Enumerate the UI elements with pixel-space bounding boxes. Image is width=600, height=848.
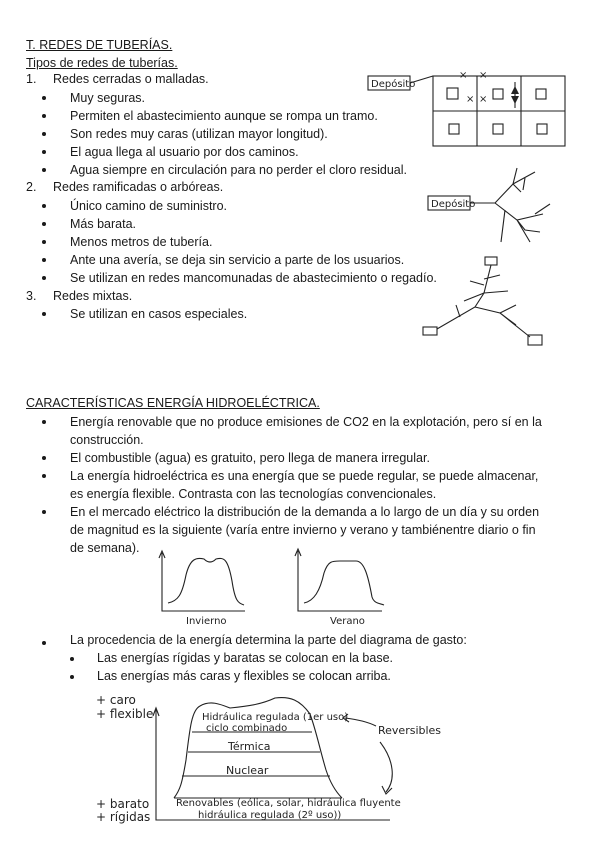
summer-label: Verano [330, 616, 365, 627]
list-item: Más barata. [70, 217, 137, 231]
section-title: T. REDES DE TUBERÍAS. [26, 38, 173, 52]
type-number: 1. [26, 72, 37, 86]
top-left-label: + caro [96, 693, 136, 707]
bullet-dot [42, 641, 46, 645]
deposit-label: Depósito [371, 79, 416, 90]
type-name: Redes mixtas. [53, 289, 133, 303]
list-item: Menos metros de tubería. [70, 235, 213, 249]
meshed-network-sketch [365, 68, 575, 153]
reversibles-label: Reversibles [378, 724, 442, 737]
bullet-dot [42, 240, 46, 244]
type-name: Redes cerradas o malladas. [53, 72, 209, 86]
layer-label: Térmica [228, 740, 271, 753]
sub-list-item: Las energías más caras y flexibles se colocan arriba. [97, 669, 391, 683]
section-subtitle: Tipos de redes de tuberías. [26, 56, 178, 70]
mixed-network-sketch [420, 255, 550, 350]
winter-label: Invierno [186, 616, 227, 627]
deposit-label: Depósito [431, 199, 476, 210]
list-item: En el mercado eléctrico la distribución de la demanda a lo largo de un día y su orden [70, 505, 540, 519]
list-item: Se utilizan en redes mancomunadas de abastecimiento o regadío. [70, 271, 437, 285]
list-item: Energía renovable que no produce emisiones de CO2 en la explotación, pero sí en la [70, 415, 542, 429]
list-item-continuation: de semana). [70, 541, 140, 555]
list-item-continuation: es energía flexible. Contrasta con las tecnologías convencionales. [70, 487, 437, 501]
bullet-dot [42, 150, 46, 154]
load-diagram-sketch [90, 690, 440, 830]
bullet-dot [70, 675, 74, 679]
bottom-left-label: + barato [96, 797, 150, 811]
top-left-label: + flexible [96, 707, 154, 721]
list-item: Se utilizan en casos especiales. [70, 307, 248, 321]
layer-label: hidráulica regulada (2º uso)) [198, 810, 342, 821]
bullet-dot [42, 222, 46, 226]
list-item-continuation: de magnitud es la siguiente (varía entre invierno y verano y tambiénentre diario o fin [70, 523, 536, 537]
bullet-dot [42, 456, 46, 460]
bullet-dot [42, 114, 46, 118]
list-item: Ante una avería, se deja sin servicio a parte de los usuarios. [70, 253, 405, 267]
type-name: Redes ramificadas o arbóreas. [53, 180, 224, 194]
svg-text:×: × [479, 94, 488, 105]
list-item: Único camino de suministro. [70, 199, 228, 213]
type-number: 2. [26, 180, 37, 194]
bottom-left-label: + rígidas [96, 810, 151, 824]
list-item: La energía hidroeléctrica es una energía que se puede regular, se puede almacenar, [70, 469, 539, 483]
list-item: Muy seguras. [70, 91, 146, 105]
list-item: Agua siempre en circulación para no perder el cloro residual. [70, 163, 407, 177]
layer-label: ciclo combinado [206, 723, 288, 734]
bullet-dot [70, 657, 74, 661]
bullet-dot [42, 276, 46, 280]
bullet-dot [42, 204, 46, 208]
list-item: Son redes muy caras (utilizan mayor longitud). [70, 127, 328, 141]
list-item: La procedencia de la energía determina la parte del diagrama de gasto: [70, 633, 467, 647]
layer-label: Nuclear [226, 764, 269, 777]
section-title: CARACTERÍSTICAS ENERGÍA HIDROELÉCTRICA. [26, 396, 320, 410]
bullet-dot [42, 132, 46, 136]
list-item: El agua llega al usuario por dos caminos. [70, 145, 299, 159]
type-number: 3. [26, 289, 37, 303]
layer-label: Renovables (eólica, solar, hidráulica fluyente [176, 798, 401, 809]
layer-label: Hidráulica regulada (1er uso) [202, 712, 349, 723]
list-item: El combustible (agua) es gratuito, pero llega de manera irregular. [70, 451, 430, 465]
list-item-continuation: construcción. [70, 433, 144, 447]
demand-curves-sketch [150, 545, 390, 630]
bullet-dot [42, 168, 46, 172]
bullet-dot [42, 474, 46, 478]
branched-network-sketch [425, 162, 565, 247]
svg-text:×: × [466, 94, 475, 105]
bullet-dot [42, 96, 46, 100]
svg-text:×: × [459, 70, 468, 81]
sub-list-item: Las energías rígidas y baratas se colocan en la base. [97, 651, 394, 665]
bullet-dot [42, 510, 46, 514]
list-item: Permiten el abastecimiento aunque se rompa un tramo. [70, 109, 378, 123]
svg-text:×: × [479, 70, 488, 81]
bullet-dot [42, 258, 46, 262]
bullet-dot [42, 420, 46, 424]
bullet-dot [42, 312, 46, 316]
